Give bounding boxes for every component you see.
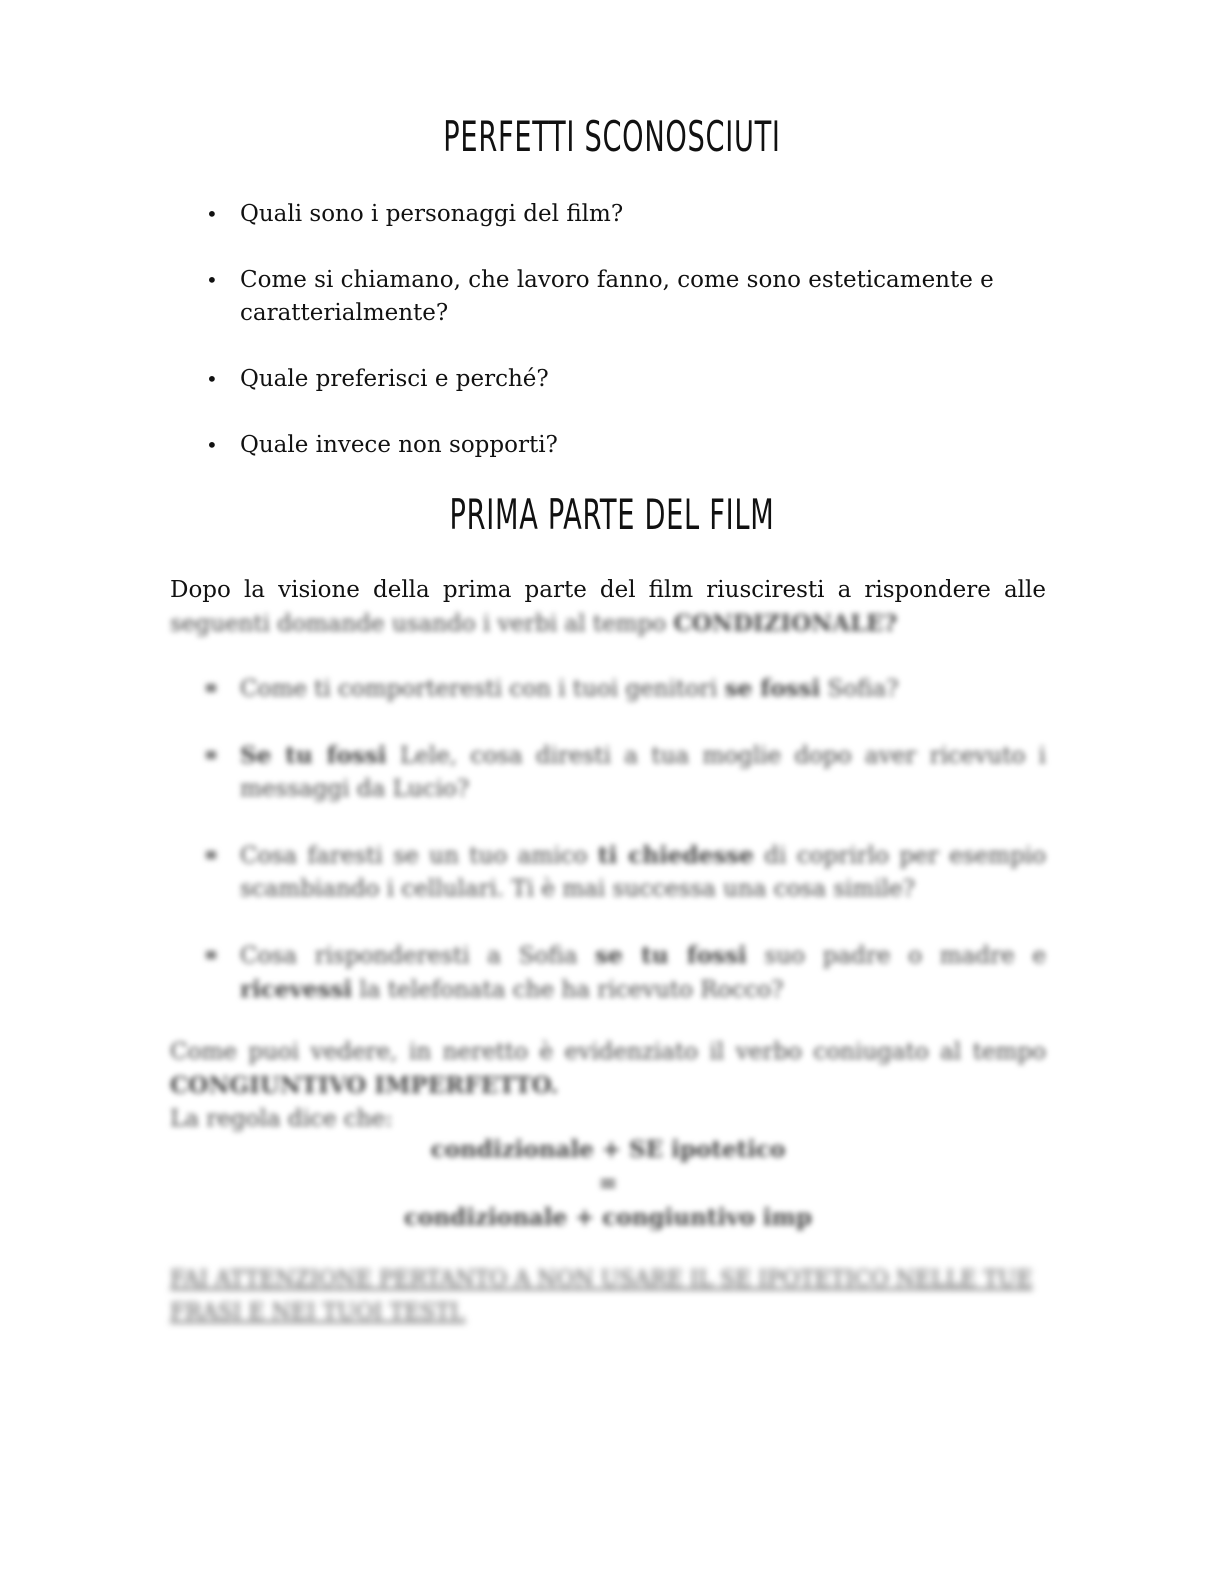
intro-question-list (206, 198, 1026, 495)
bullet-icon: • (206, 202, 218, 226)
list-item: Cosa faresti se un tuo amico ti chiedesse di coprirlo per esempio scambiando i cellulari. Ti è mai successa una cosa simile? (206, 839, 1046, 906)
document-title: PERFETTI SCONOSCIUTI (443, 112, 781, 161)
list-item: • Come si chiamano, che lavoro fanno, come sono esteticamente e caratterialmente? (206, 264, 1026, 330)
list-item: • Quale invece non sopporti? (206, 429, 1026, 462)
section-intro: Dopo la visione della prima parte del film riusciresti a rispondere alle seguenti domande usando i verbi al tempo CONDIZIONALE? (170, 577, 1046, 637)
square-bullet-icon (206, 751, 216, 759)
warning-note: FAI ATTENZIONE PERTANTO A NON USARE IL SE IPOTETICO NELLE TUE FRASI E NEI TUOI TESTI. (170, 1267, 1033, 1325)
grammar-rule: condizionale + SE ipotetico = condizionale + congiuntivo imp (404, 1136, 812, 1231)
bullet-icon: • (206, 433, 218, 457)
bullet-icon: • (206, 268, 218, 292)
square-bullet-icon (206, 951, 216, 959)
list-item: • Quali sono i personaggi del film? (206, 198, 1026, 231)
conditional-question-list (206, 672, 1046, 1040)
square-bullet-icon (206, 684, 216, 692)
section-title: PRIMA PARTE DEL FILM (449, 490, 775, 539)
bullet-icon: • (206, 367, 218, 391)
list-item: Se tu fossi Lele, cosa diresti a tua moglie dopo aver ricevuto i messaggi da Lucio? (206, 739, 1046, 806)
list-item: • Quale preferisci e perché? (206, 363, 1026, 396)
list-item: Come ti comporteresti con i tuoi genitori se fossi Sofia? (206, 672, 1046, 706)
outro-paragraph: Come puoi vedere, in neretto è evidenziato il verbo coniugato al tempo CONGIUNTIVO IMPERFETTO. La regola dice che: (170, 1039, 1046, 1132)
square-bullet-icon (206, 851, 216, 859)
list-item: Cosa risponderesti a Sofia se tu fossi suo padre o madre e ricevessi la telefonata che ha ricevuto Rocco? (206, 939, 1046, 1007)
